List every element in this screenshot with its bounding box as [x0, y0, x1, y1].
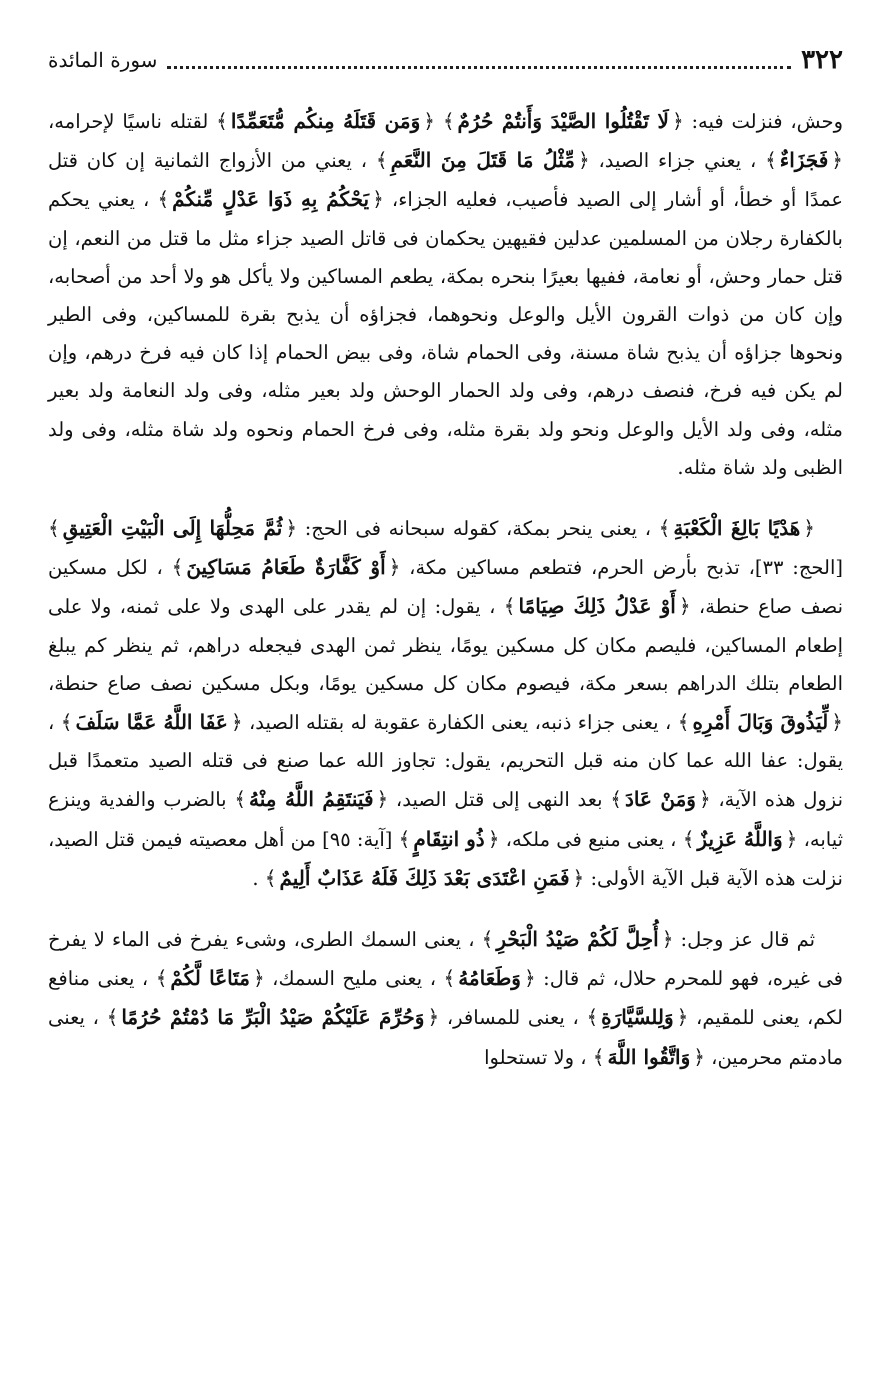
- commentary-text: [435, 110, 443, 133]
- commentary-text: ، يعنى منافع لكم، يعنى للمقيم،: [48, 967, 843, 1030]
- page-header: [48, 42, 843, 78]
- commentary-text: بالضرب والفدية وينزع ثيابه،: [48, 788, 844, 851]
- commentary-text: [آية: ٩٥] من أهل معصيته فيمن قتل الصيد، نزلت هذه الآية قبل الآية الأولى:: [48, 827, 843, 890]
- commentary-text: بعد النهى إلى قتل الصيد،: [388, 788, 611, 812]
- commentary-text: ، لكل مسكين نصف صاع حنطة،: [48, 556, 844, 619]
- commentary-text: لقتله ناسيًا لإحرامه،: [48, 110, 217, 133]
- quran-verse: ﴿ فَمَنِ اعْتَدَى بَعْدَ ذَلِكَ فَلَهُ عَذَابٌ أَلِيمٌ ﴾: [265, 866, 585, 890]
- quran-verse: ﴿ يَحْكُمُ بِهِ ذَوَا عَدْلٍ مِّنكُمْ ﴾: [157, 187, 383, 211]
- quran-verse: ﴿ عَفَا اللَّهُ عَمَّا سَلَفَ ﴾: [61, 710, 243, 734]
- quran-verse: ﴿ لِّيَذُوقَ وَبَالَ أَمْرِهِ ﴾: [678, 710, 843, 734]
- quran-verse: ﴿ لَا تَقْتُلُوا الصَّيْدَ وَأَنتُمْ حُرُمٌ ﴾: [443, 109, 684, 133]
- commentary-text: ، يعنى السمك الطرى، وشىء يفرخ فى الماء لا يفرخ فى غيره، فهو للمحرم حلال، ثم قال:: [48, 928, 843, 991]
- commentary-text: ، يعنى مادمتم محرمين،: [48, 1006, 843, 1069]
- quran-verse: ﴿ وَطَعَامُهُ ﴾: [443, 966, 535, 990]
- quran-verse: ﴿ وَاتَّقُوا اللَّهَ ﴾: [593, 1045, 705, 1069]
- quran-verse: ﴿ ثُمَّ مَحِلُّهَا إِلَى الْبَيْتِ الْعَتِيقِ ﴾: [48, 516, 297, 540]
- quran-verse: ﴿ وَمَن قَتَلَهُ مِنكُم مُّتَعَمِّدًا ﴾: [216, 109, 435, 133]
- quran-verse: ﴿ وَلِلسَّيَّارَةِ ﴾: [586, 1005, 688, 1029]
- commentary-text: ، يعنى جزاء ذنبه، يعنى الكفارة عقوبة له بقتله الصيد،: [242, 711, 678, 735]
- commentary-text: ، يعنى للمسافر،: [439, 1006, 587, 1030]
- commentary-text: ، يقول: إن لم يقدر على الهدى ولا على ثمنه، ولا على إطعام المساكين، فليصم مكان كل مسكين يومًا، ينظر ثمن الهدى فيجعله دراهم، ثم ينظر كم يبلغ الطعام بتلك الدراهم بسعر مكة، فيصوم مكان كل مسكين يومًا، وبكل مسكين نصف صاع حنطة،: [48, 595, 843, 695]
- commentary-text: ، يقول: عفا الله عما كان منه قبل التحريم، يقول: تجاوز الله عما صنع فى قتله الصيد متعمدًا قبل نزول هذه الآية،: [48, 711, 843, 812]
- commentary-text: ، يعنى مليح السمك،: [264, 967, 444, 991]
- commentary-text: ، ولا تستحلوا: [484, 1045, 593, 1069]
- commentary-text: ، يعني من الأزواج الثمانية إن كان قتل عمدًا أو خطأ، أو أشار إلى الصيد فأصيب، فعليه الجزاء،: [48, 149, 844, 212]
- body-text: [48, 102, 843, 1077]
- quran-verse: ﴿ وَاللَّهُ عَزِيزٌ ﴾: [683, 827, 798, 851]
- commentary-text: ، يعني يحكم بالكفارة رجلان من المسلمين عدلين فقيهين يحكمان فى قاتل الصيد جزاء مثل ما قتل من النعم، إن قتل حمار وحش، أو نعامة، ففيها بعيرًا بنحره بمكة، يطعم المساكين ولا يأكل هو ولا أحد من أصحابه، وإن كان من ذوات القرون الأيل والوعل ونحوهما، فجزاؤه أن يذبح بقرة للمساكين، وفى الطير ونحوها جزاؤه أن يذبح شاة مسنة، وفى الحمام شاة، وفى بيض الحمام إذا كان فيه فرخ درهم، وإن لم يكن فيه فرخ، فنصف درهم، وفى ولد الحمار الوحش ولد بعير مثله، وفى ولد النعامة ولد بعير مثله، وفى ولد الأيل والوعل ونحو ولد بقرة مثله، وفى فرخ الحمام ونحوه ولد شاة مثله، وفى ولد الظبى ولد شاة مثله.: [48, 188, 843, 479]
- commentary-text: وحش، فنزلت فيه:: [683, 110, 844, 133]
- commentary-text: ثم قال عز وجل:: [673, 928, 815, 952]
- quran-verse: ﴿ أَوْ كَفَّارَةٌ طَعَامُ مَسَاكِينَ ﴾: [172, 555, 401, 579]
- quran-verse: ﴿ مَتَاعًا لَّكُمْ ﴾: [156, 966, 265, 990]
- quran-verse: ﴿ مِّثْلُ مَا قَتَلَ مِنَ النَّعَمِ ﴾: [376, 148, 590, 172]
- quran-verse: ﴿ أَوْ عَدْلُ ذَلِكَ صِيَامًا ﴾: [504, 594, 691, 618]
- commentary-text: ، يعني جزاء الصيد،: [589, 149, 766, 173]
- quran-verse: ﴿ فَجَزَاءٌ ﴾: [765, 148, 843, 172]
- paragraph-1: [48, 102, 843, 487]
- paragraph-2: [48, 509, 843, 898]
- quran-verse: ﴿ ذُو انتِقَامٍ ﴾: [399, 827, 500, 851]
- commentary-text: ، يعنى منيع فى ملكه،: [499, 827, 683, 851]
- commentary-text: [الحج: ٣٣]، تذبح بأرض الحرم، فتطعم مساكين مكة،: [400, 556, 843, 580]
- quran-verse: ﴿ فَيَنتَقِمُ اللَّهُ مِنْهُ ﴾: [234, 787, 388, 811]
- surah-title: سورة المائدة: [48, 48, 158, 72]
- commentary-text: ، يعنى ينحر بمكة، كقوله سبحانه فى الحج:: [297, 517, 659, 541]
- commentary-text: .: [252, 866, 265, 890]
- quran-verse: ﴿ وَمَنْ عَادَ ﴾: [610, 787, 710, 811]
- paragraph-3: [48, 920, 843, 1077]
- page-number: ٣٢٢: [801, 45, 843, 75]
- dotted-leader: [167, 52, 791, 69]
- quran-verse: ﴿ أُحِلَّ لَكُمْ صَيْدُ الْبَحْرِ ﴾: [482, 927, 674, 951]
- quran-verse: ﴿ وَحُرِّمَ عَلَيْكُمْ صَيْدُ الْبَرِّ مَا دُمْتُمْ حُرُمًا ﴾: [107, 1005, 440, 1029]
- quran-verse: ﴿ هَدْيًا بَالِغَ الْكَعْبَةِ ﴾: [659, 516, 815, 540]
